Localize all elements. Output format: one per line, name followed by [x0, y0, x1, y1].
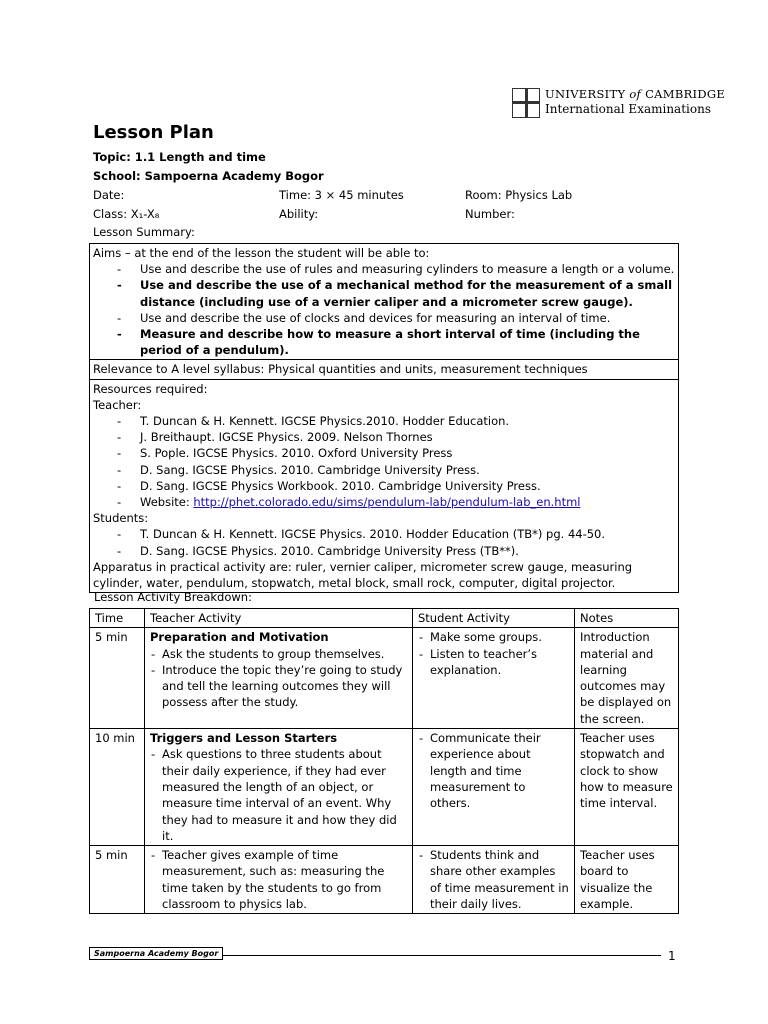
teacher-activity-item: - Ask the students to group themselves.: [150, 646, 407, 662]
row-time: 5 min: [90, 628, 145, 729]
aim-item: - Measure and describe how to measure a short interval of time (including the period of a pendulum).: [93, 326, 675, 358]
footer-school-tag: Sampoerna Academy Bogor: [89, 947, 223, 960]
table-row: [90, 628, 679, 729]
room-label: Room: Physics Lab: [465, 188, 573, 202]
teacher-activity-title: Triggers and Lesson Starters: [150, 731, 338, 746]
teacher-activity-title: Preparation and Motivation: [150, 630, 329, 645]
row-student-activity: [413, 846, 575, 914]
teacher-resource-item: - D. Sang. IGCSE Physics. 2010. Cambridge University Press.: [93, 462, 675, 478]
row-teacher-activity: [145, 628, 413, 729]
topic: Topic: 1.1 Length and time: [93, 150, 266, 164]
website-label: Website:: [140, 495, 194, 510]
teacher-resource-item: - J. Breithaupt. IGCSE Physics. 2009. Nelson Thornes: [93, 429, 675, 445]
header-teacher-activity: Teacher Activity: [145, 609, 413, 628]
student-activity-item: - Students think and share other examples of time measurement in their daily lives.: [418, 847, 569, 912]
row-student-activity: [413, 628, 575, 729]
row-time: 5 min: [90, 846, 145, 914]
student-resource-item: - D. Sang. IGCSE Physics. 2010. Cambridge University Press (TB**).: [93, 543, 675, 559]
teacher-resource-item: - T. Duncan & H. Kennett. IGCSE Physics.2010. Hodder Education.: [93, 413, 675, 429]
lesson-details-box: [89, 243, 679, 593]
aim-item: - Use and describe the use of rules and measuring cylinders to measure a length or a volume.: [93, 261, 675, 277]
page-number: 1: [668, 949, 676, 963]
row-notes: Introduction material and learning outcomes may be displayed on the screen.: [575, 628, 679, 729]
teacher-resources-label: Teacher:: [93, 397, 142, 412]
website-link[interactable]: http://phet.colorado.edu/sims/pendulum-lab/pendulum-lab_en.html: [193, 495, 581, 510]
date-label: Date:: [93, 188, 125, 202]
cambridge-logo: [512, 86, 726, 120]
cambridge-crest-icon: [512, 88, 540, 118]
activity-table: [89, 608, 679, 914]
relevance-section: Relevance to A level syllabus: Physical quantities and units, measurement techniques: [90, 359, 678, 378]
time-label: Time: 3 × 45 minutes: [279, 188, 404, 202]
activity-breakdown-label: Lesson Activity Breakdown:: [94, 590, 252, 604]
header-notes: Notes: [575, 609, 679, 628]
class-label: Class: X₁-X₈: [93, 207, 160, 221]
row-teacher-activity: [145, 729, 413, 846]
table-row: [90, 729, 679, 846]
row-notes: Teacher uses stopwatch and clock to show how to measure time interval.: [575, 729, 679, 846]
website-item: [93, 494, 675, 510]
aims-heading: Aims – at the end of the lesson the student will be able to:: [93, 246, 430, 260]
resources-heading: Resources required:: [93, 381, 208, 396]
student-activity-item: - Make some groups.: [418, 629, 569, 645]
student-resources-label: Students:: [93, 511, 149, 526]
teacher-activity-item: - Ask questions to three students about their daily experience, if they had ever measured the length of an object, or measure time interval of an event. Why they had to measure it and how they did it.: [150, 746, 407, 844]
teacher-activity-item: - Introduce the topic they’re going to study and tell the learning outcomes they will possess after the study.: [150, 662, 407, 711]
aim-item: - Use and describe the use of clocks and devices for measuring an interval of time.: [93, 310, 675, 326]
number-label: Number:: [465, 207, 515, 221]
table-row: [90, 846, 679, 914]
page-title: Lesson Plan: [93, 122, 214, 143]
aims-section: [90, 244, 678, 359]
aim-item: - Use and describe the use of a mechanical method for the measurement of a small distance (including use of a vernier caliper and a micrometer screw gauge).: [93, 277, 675, 309]
table-header-row: [90, 609, 679, 628]
student-activity-item: - Listen to teacher’s explanation.: [418, 646, 569, 679]
resources-section: [90, 379, 678, 593]
row-time: 10 min: [90, 729, 145, 846]
teacher-activity-item: - Teacher gives example of time measurement, such as: measuring the time taken by the students to go from classroom to physics lab.: [150, 847, 407, 912]
student-activity-item: - Communicate their experience about length and time measurement to others.: [418, 730, 569, 811]
lesson-summary-label: Lesson Summary:: [93, 225, 195, 239]
ability-label: Ability:: [279, 207, 319, 221]
header-student-activity: Student Activity: [413, 609, 575, 628]
row-notes: Teacher uses board to visualize the example.: [575, 846, 679, 914]
apparatus-text: Apparatus in practical activity are: ruler, vernier caliper, micrometer screw gauge, measuring cylinder, water, pendulum, stopwatch, metal block, small rock, computer, digital projector.: [93, 559, 633, 591]
student-resource-item: - T. Duncan & H. Kennett. IGCSE Physics. 2010. Hodder Education (TB*) pg. 44-50.: [93, 526, 675, 542]
teacher-resource-item: - S. Pople. IGCSE Physics. 2010. Oxford University Press: [93, 445, 675, 461]
school: School: Sampoerna Academy Bogor: [93, 169, 324, 183]
row-teacher-activity: [145, 846, 413, 914]
header-time: Time: [90, 609, 145, 628]
row-student-activity: [413, 729, 575, 846]
teacher-resource-item: - D. Sang. IGCSE Physics Workbook. 2010. Cambridge University Press.: [93, 478, 675, 494]
logo-subtitle: International Examinations: [545, 102, 711, 116]
logo-university-name: UNIVERSITY of CAMBRIDGE: [545, 87, 726, 101]
